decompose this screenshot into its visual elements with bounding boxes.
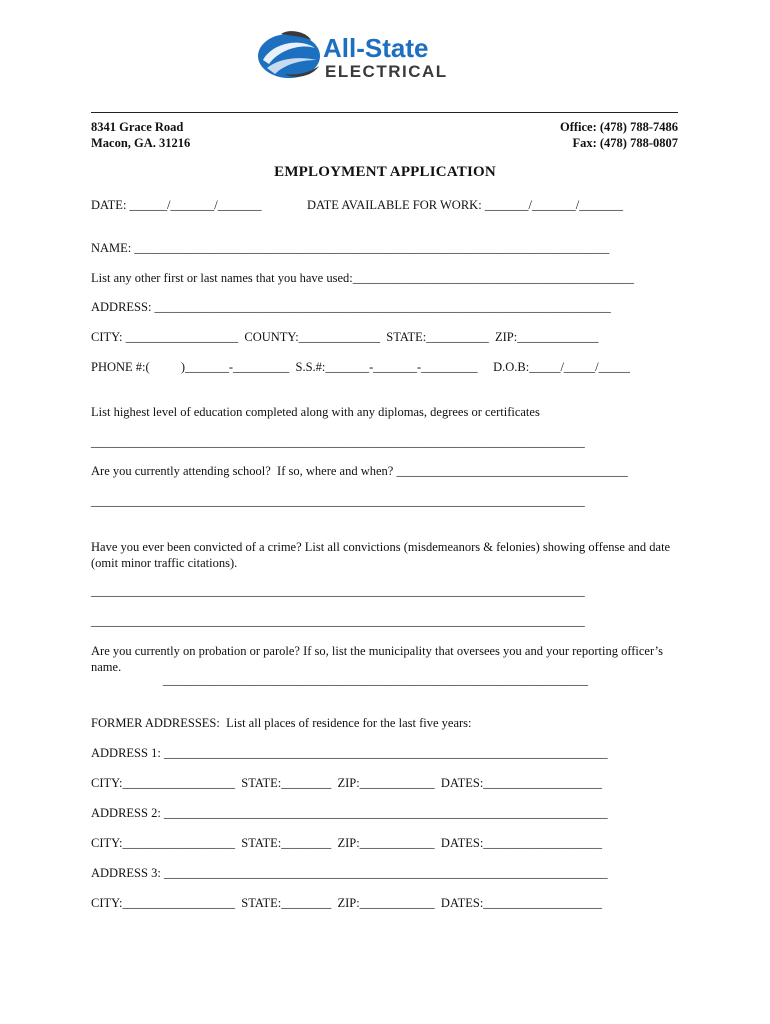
other-names-field[interactable]: List any other first or last names that you have used:_____________________________________________ xyxy=(91,271,634,285)
former-address-3-field[interactable]: ADDRESS 3: _______________________________________________________________________ xyxy=(91,866,608,880)
city-county-state-zip-field[interactable]: CITY: __________________ COUNTY:_____________ STATE:__________ ZIP:_____________ xyxy=(91,330,599,344)
former-address-2-details-field[interactable]: CITY:__________________ STATE:________ ZIP:____________ DATES:___________________ xyxy=(91,836,603,850)
education-question: List highest level of education completed along with any diplomas, degrees or certificates xyxy=(91,405,540,419)
former-addresses-heading: FORMER ADDRESSES: List all places of residence for the last five years: xyxy=(91,716,472,730)
school-answer-line[interactable]: _______________________________________________________________________________ xyxy=(91,494,585,508)
logo-word-allstate: All-State xyxy=(323,33,429,63)
address-field[interactable]: ADDRESS: _________________________________________________________________________ xyxy=(91,300,611,314)
header-divider xyxy=(91,112,678,113)
education-answer-line[interactable]: _______________________________________________________________________________ xyxy=(91,435,585,449)
probation-question: Are you currently on probation or parole? If so, list the municipality that oversees you and your reporting officer’s name. xyxy=(91,644,663,674)
company-street: 8341 Grace Road xyxy=(91,120,184,134)
phone-ssn-dob-field[interactable]: PHONE #:( )_______-_________ S.S.#:_______-_______-_________ D.O.B:_____/_____/_____ xyxy=(91,360,630,374)
crime-answer-line-1[interactable]: _______________________________________________________________________________ xyxy=(91,584,585,598)
former-address-3-details-field[interactable]: CITY:__________________ STATE:________ ZIP:____________ DATES:___________________ xyxy=(91,896,603,910)
office-phone: Office: (478) 788-7486 xyxy=(559,120,678,134)
probation-answer-line[interactable]: ____________________________________________________________________ xyxy=(163,673,588,687)
crime-question: Have you ever been convicted of a crime? List all convictions (misdemeanors & felonies) showing offense and date (omit minor traffic citations). xyxy=(91,540,671,570)
company-address xyxy=(91,119,190,151)
former-address-2-field[interactable]: ADDRESS 2: _______________________________________________________________________ xyxy=(91,806,608,820)
former-address-1-details-field[interactable]: CITY:__________________ STATE:________ ZIP:____________ DATES:___________________ xyxy=(91,776,603,790)
name-field[interactable]: NAME: ____________________________________________________________________________ xyxy=(91,241,610,255)
logo-swoosh-icon xyxy=(258,31,320,78)
crime-answer-line-2[interactable]: _______________________________________________________________________________ xyxy=(91,614,585,628)
company-city: Macon, GA. 31216 xyxy=(91,136,191,150)
form-title: EMPLOYMENT APPLICATION xyxy=(274,164,496,180)
fax-number: Fax: (478) 788-0807 xyxy=(572,136,678,150)
date-field[interactable]: DATE: ______/_______/_______ xyxy=(91,198,262,212)
company-contact xyxy=(560,119,678,151)
all-state-electrical-logo xyxy=(255,30,505,82)
date-available-field[interactable]: DATE AVAILABLE FOR WORK: _______/_______/_______ xyxy=(307,198,623,212)
logo-word-electrical: ELECTRICAL xyxy=(325,62,448,81)
former-address-1-field[interactable]: ADDRESS 1: _______________________________________________________________________ xyxy=(91,746,608,760)
school-question-field[interactable]: Are you currently attending school? If so, where and when? _____________________________________ xyxy=(91,464,628,478)
